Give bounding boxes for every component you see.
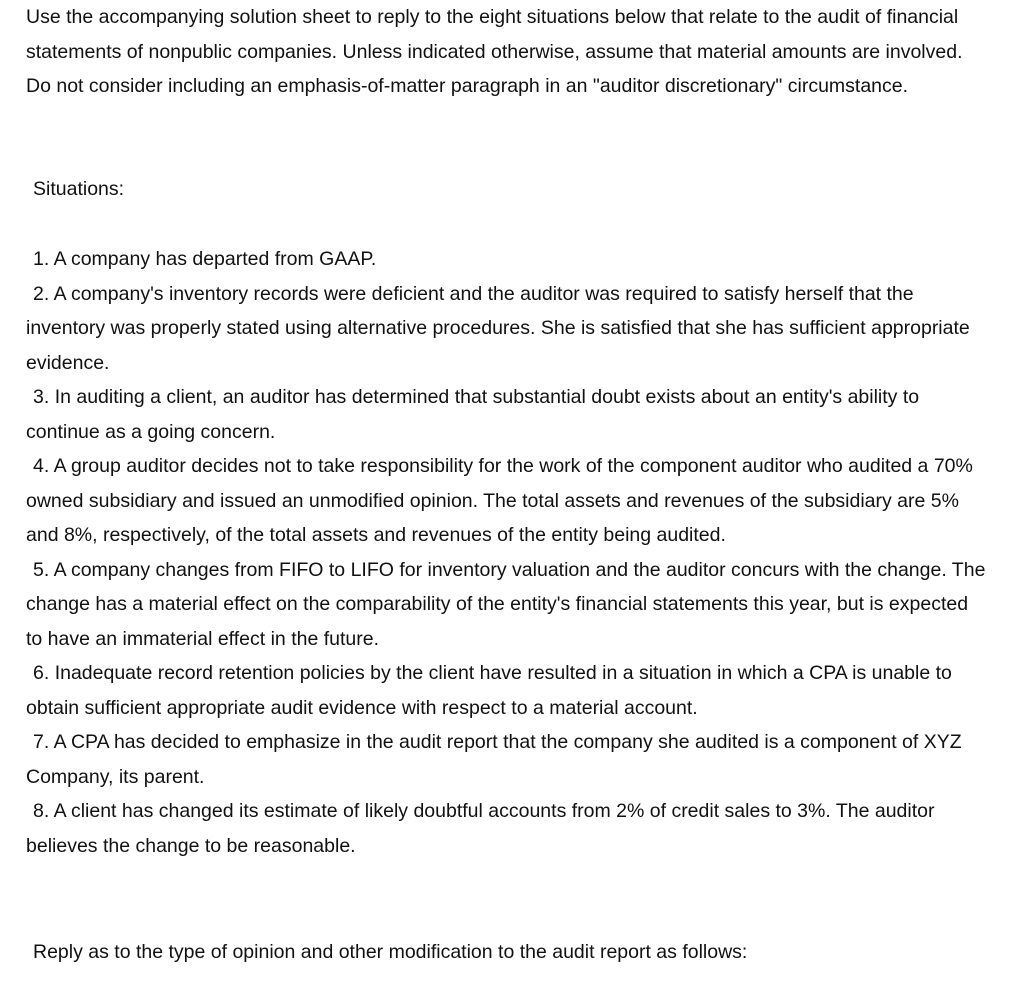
situation-item: [26, 656, 986, 725]
situation-number: 1.: [33, 248, 50, 270]
situation-item: [26, 553, 986, 657]
situation-item: [26, 725, 986, 794]
situation-number: 6.: [33, 662, 50, 684]
situations-heading: Situations:: [33, 178, 125, 200]
situation-text: A company changes from FIFO to LIFO for inventory valuation and the auditor concurs with the change. The change has a material effect on the comparability of the entity's financial statements this year, but is expected to have an immaterial effect in the future.: [26, 558, 986, 650]
situation-text: A client has changed its estimate of likely doubtful accounts from 2% of credit sales to 3%. The auditor believes the change to be reasonable.: [26, 800, 935, 857]
instructions-paragraph: Use the accompanying solution sheet to reply to the eight situations below that relate to the audit of financial statements of nonpublic companies. Unless indicated otherwise, assume that material amounts are involved. Do not consider including an emphasis-of-matter paragraph in an "auditor discretionary" circumstance.: [26, 6, 963, 97]
situation-number: 7.: [33, 731, 50, 753]
situation-text: A company has departed from GAAP.: [53, 248, 377, 270]
situation-number: 2.: [33, 282, 50, 305]
situation-text: In auditing a client, an auditor has determined that substantial doubt exists about an entity's ability to continue as a going concern.: [26, 386, 920, 443]
situation-text: A company's inventory records were deficient and the auditor was required to satisfy herself that the inventory was properly stated using alternative procedures. She is satisfied that she has sufficient appropriate evidence.: [26, 282, 970, 374]
situation-text: Inadequate record retention policies by the client have resulted in a situation in which a CPA is unable to obtain sufficient appropriate audit evidence with respect to a material account.: [26, 662, 952, 719]
situation-item: [26, 242, 986, 277]
reply-instruction: Reply as to the type of opinion and other modification to the audit report as follows:: [33, 941, 748, 963]
situation-text: A group auditor decides not to take responsibility for the work of the component auditor who audited a 70% owned subsidiary and issued an unmodified opinion. The total assets and revenues of the subsidiary are 5% and 8%, respectively, of the total assets and revenues of the entity being audited.: [26, 455, 973, 546]
situations-list: [26, 242, 986, 863]
document: [26, 0, 986, 963]
situation-item: [26, 380, 986, 449]
situation-item: [26, 794, 986, 863]
situation-number: 3.: [33, 386, 50, 408]
situation-number: 4.: [33, 455, 50, 477]
situation-item: [26, 277, 986, 381]
situation-text: A CPA has decided to emphasize in the audit report that the company she audited is a component of XYZ Company, its parent.: [26, 731, 962, 788]
situation-number: 8.: [33, 800, 50, 822]
situation-item: [26, 449, 986, 553]
situation-number: 5.: [33, 558, 50, 581]
